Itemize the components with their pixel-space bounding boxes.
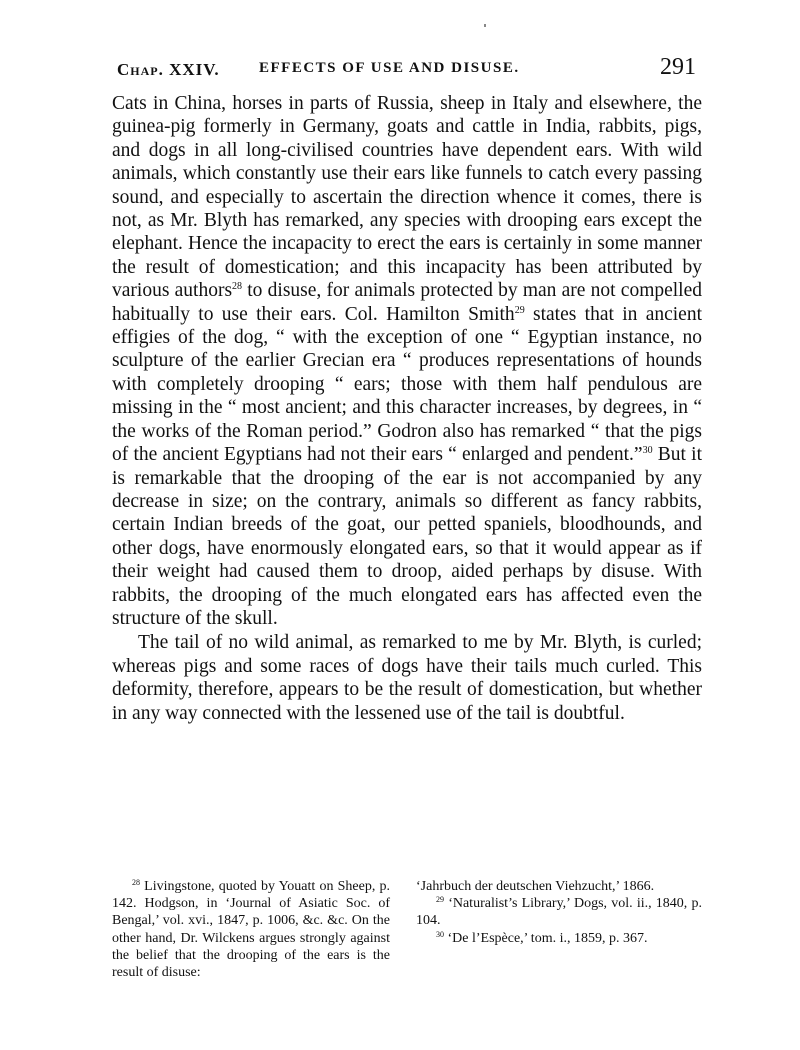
- footnote-ref: 28: [232, 281, 243, 293]
- footnote-number: 28: [132, 878, 140, 887]
- paragraph-text: The tail of no wild animal, as remarked to me by Mr. Blyth, is curled; whereas pigs and some races of dogs have their tails much curled. This deformity, therefore, appears to be the result of domestication, but whether in any way connected with the lessened use of the tail is doubtful.: [112, 632, 702, 724]
- paragraph: [112, 92, 702, 630]
- footnote-ref: 29: [514, 304, 525, 316]
- footnote-column-right: [416, 878, 702, 981]
- footnote-text: Livingstone, quoted by Youatt on Sheep, p. 142. Hodgson, in ‘Journal of Asiatic Soc. of Bengal,’ vol. xvi., 1847, p. 1006, &c. &c. On the other hand, Dr. Wilckens argues strongly against the belief that the drooping of the ears is the result of disuse:: [112, 879, 390, 981]
- paragraph: [112, 631, 702, 725]
- footnotes: [112, 878, 702, 981]
- footnote-number: 29: [436, 895, 444, 905]
- body-text: [112, 92, 702, 725]
- book-page: [112, 52, 702, 725]
- footnote-30: [416, 930, 702, 947]
- chapter-title: EFFECTS OF USE AND DISUSE.: [259, 60, 520, 76]
- paragraph-text: states that in ancient effigies of the dog, “ with the exception of one “ Egyptian instance, no sculpture of the earlier Grecian era “ produces representations of hounds with completely drooping “ ears; those with them half pendulous are missing in the “ most ancient; and this character increases, by degrees, in “ the works of the Roman period.” Godron also has remarked “ that the pigs of the ancient Egyptians had not their ears “ enlarged and pendent.”: [112, 303, 702, 466]
- footnote-28: [112, 878, 390, 981]
- paragraph-text: Cats in China, horses in parts of Russia, sheep in Italy and elsewhere, the guinea-pig formerly in Germany, goats and cattle in India, rabbits, pigs, and dogs in all long-civilised countries have dependent ears. With wild animals, which constantly use their ears like funnels to catch every passing sound, and especially to ascertain the direction whence it comes, there is not, as Mr. Blyth has remarked, any species with drooping ears except the elephant. Hence the incapacity to erect the ears is certainly in some manner the result of domestication; and this incapacity has been attributed by various authors: [112, 93, 702, 302]
- footnote-text: ‘De l’Espèce,’ tom. i., 1859, p. 367.: [444, 930, 648, 946]
- paragraph-text: to disuse, for animals protected by man are not compelled habitually to use their ears. Col. Hamilton Smith: [112, 280, 703, 325]
- footnote-column-left: [112, 878, 390, 981]
- chapter-label: Chap. XXIV.: [117, 60, 220, 79]
- running-head: [112, 52, 702, 86]
- footnote-text: ‘Naturalist’s Library,’ Dogs, vol. ii., 1840, p. 104.: [416, 896, 702, 929]
- footnote-number: 30: [436, 929, 444, 939]
- footnote-29: [416, 895, 702, 929]
- footnote-28-continued: ‘Jahrbuch der deutschen Viehzucht,’ 1866.: [416, 879, 655, 894]
- print-speck: [484, 24, 486, 27]
- footnote-ref: 30: [642, 445, 653, 457]
- page-number: 291: [660, 54, 696, 80]
- paragraph-text: But it is remarkable that the drooping of the ear is not accompanied by any decrease in size; on the contrary, animals so different as fancy rabbits, certain Indian breeds of the goat, our petted spaniels, bloodhounds, and other dogs, have enormously elongated ears, so that it would appear as if their weight had caused them to droop, aided perhaps by disuse. With rabbits, the drooping of the much elongated ears has affected even the structure of the skull.: [112, 444, 703, 629]
